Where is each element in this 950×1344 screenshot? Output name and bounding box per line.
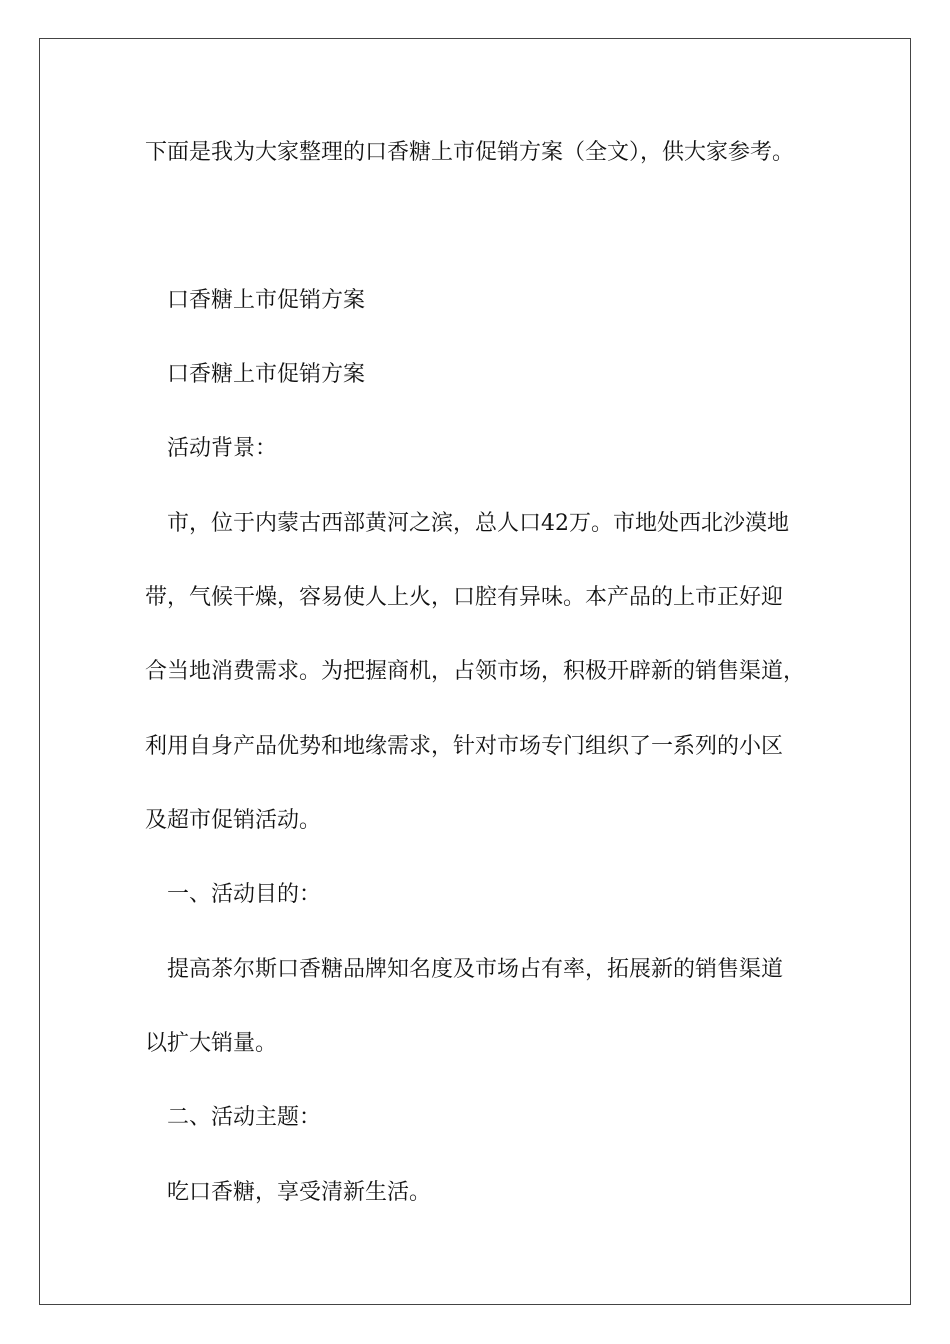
background-line: 合当地消费需求。为把握商机，占领市场，积极开辟新的销售渠道， [145, 659, 806, 684]
section-2-heading: 二、活动主题： [167, 1105, 322, 1130]
background-line: 市，位于内蒙古西部黄河之滨，总人口42万。市地处西北沙漠地 [167, 511, 789, 536]
section-1-line: 以扩大销量。 [145, 1031, 278, 1056]
background-line: 带，气候干燥，容易使人上火，口腔有异味。本产品的上市正好迎 [145, 585, 784, 610]
section-1-line: 提高茶尔斯口香糖品牌知名度及市场占有率，拓展新的销售渠道 [167, 957, 784, 982]
section-1-heading: 一、活动目的： [167, 882, 322, 907]
intro-paragraph: 下面是我为大家整理的口香糖上市促销方案（全文），供大家参考。 [145, 140, 795, 165]
document-title: 口香糖上市促销方案 [167, 288, 366, 313]
background-heading: 活动背景： [167, 436, 278, 461]
document-subtitle: 口香糖上市促销方案 [167, 362, 366, 387]
background-line: 利用自身产品优势和地缘需求，针对市场专门组织了一系列的小区 [145, 734, 784, 759]
section-2-text: 吃口香糖，享受清新生活。 [167, 1180, 432, 1205]
background-line: 及超市促销活动。 [145, 808, 322, 833]
